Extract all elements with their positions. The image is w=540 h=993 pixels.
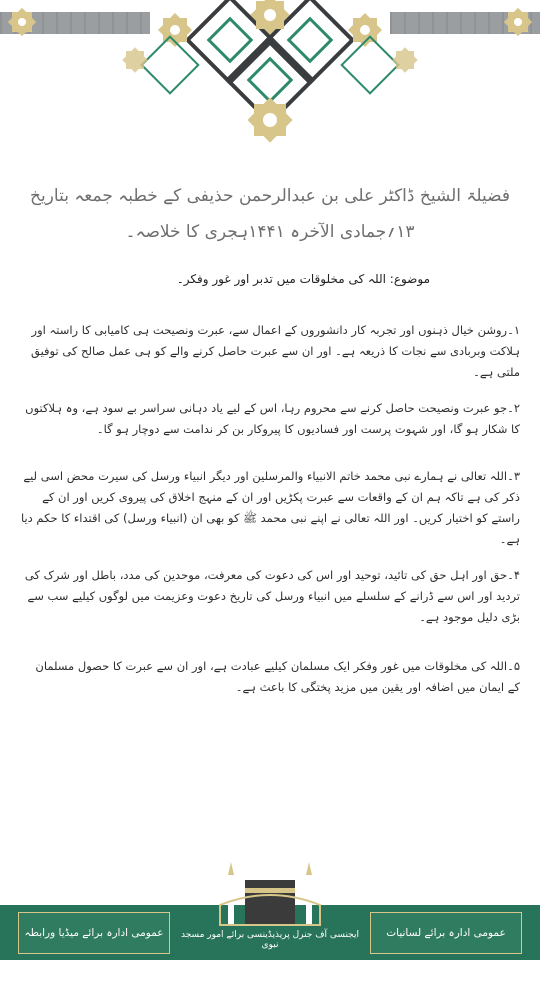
footer-translation-department: عمومی ادارہ برائے لسانیات وترجمہ	[370, 912, 522, 954]
subject-line: موضوع: اللہ کی مخلوقات میں تدبر اور غور وفکر۔	[176, 272, 430, 286]
page-title: فضیلۃ الشیخ ڈاکٹر علی بن عبدالرحمن حذیفی کے خطبہ جمعہ بتاریخ ۱۳؍جمادی الآخرہ ۱۴۴۱ہجری کا خلاصہ۔	[29, 186, 511, 242]
geometric-ornament	[0, 0, 540, 150]
summary-point-5: ۵۔اللہ کی مخلوقات میں غور وفکر ایک مسلمان کیلیے عبادت ہے، اور ان سے عبرت کا حصول مسلمان کے ایمان میں اضافہ اور یقین میں مزید پختگی کا باعث ہے۔	[35, 659, 520, 694]
footer-agency-caption: ایجنسی آف جنرل پریذیڈینسی برائے امور مسجد نبوی	[181, 930, 359, 950]
summary-point-4: ۴۔حق اور اہل حق کی تائید، توحید اور اس کی دعوت کی معرفت، موحدین کی مدد، باطل اور شرک کی تردید اور اس سے ڈرانے کے سلسلے میں انبیاء ورسل کی تاریخ دعوت وعزیمت میں لوگوں کیلیے سب سے بڑی دلیل موجود ہے۔	[24, 568, 520, 624]
summary-point-3: ۳۔اللہ تعالی نے ہمارے نبی محمد خاتم الانبیاء والمرسلین اور دیگر انبیاء ورسل کی سیرت محض اسی لیے ذکر کی ہے تاکہ ہم ان کے واقعات سے عبرت پکڑیں اور ان کے منہج اخلاق کی پیروی کریں اور ان کے راستے کو اختیار کریں۔ اور اللہ تعالی نے اپنے نبی محمد ﷺ کو بھی ان (انبیاء ورسل) کی اقتداء کا حکم دیا ہے۔	[20, 469, 520, 546]
footer-media-department: عمومی ادارہ برائے میڈیا ورابطہ	[18, 912, 170, 954]
summary-point-1: ۱۔روشن خیال ذہنوں اور تجربہ کار دانشوروں کے اعمال سے، عبرت ونصیحت ہی کامیابی کا راستہ اور ہلاکت وبربادی سے نجات کا ذریعہ ہے۔ اور ان سے عبرت حاصل کرنے والے کو ہی عمل صالح کی توفیق ملتی ہے۔	[30, 323, 520, 379]
summary-point-2: ۲۔جو عبرت ونصیحت حاصل کرنے سے محروم رہا، اس کے لیے یاد دہانی سراسر بے سود ہے، وہ ہلاکتوں کا شکار ہو گا، اور شہوت پرست اور فسادیوں کا پیروکار بن کر ندامت سے دوچار ہو گا۔	[25, 401, 520, 436]
header-pattern	[0, 0, 540, 150]
mosque-emblem-icon	[200, 860, 340, 930]
